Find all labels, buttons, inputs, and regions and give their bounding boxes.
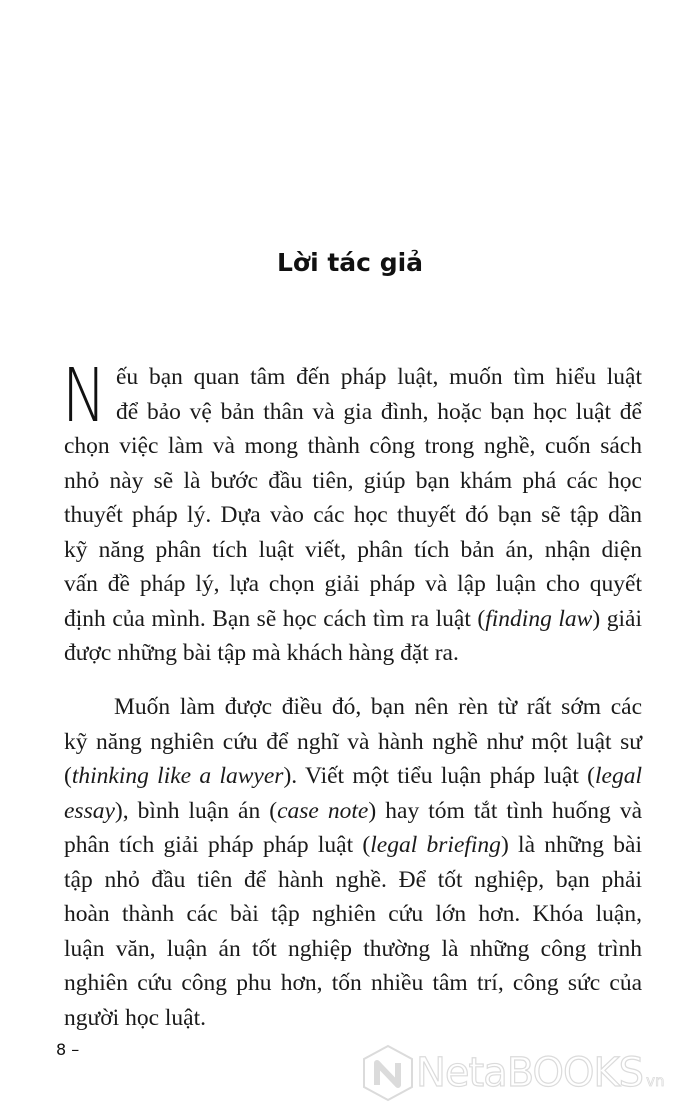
text-segment: tập nhỏ đầu tiên để hành nghề. Để tốt nghiệp, bạn phải [64,866,642,893]
text-segment: người học luật. [64,1004,206,1031]
text-segment: ) giải [592,605,642,632]
text-segment: hoàn thành các bài tập nghiên cứu lớn hơn. Khóa luận, [64,901,642,927]
text-line [64,897,642,932]
text-segment: định của mình. Bạn sẽ học cách tìm ra luật ( [64,605,486,632]
italic-term: case note [277,797,369,824]
text-line [64,636,642,671]
text-line [64,690,642,725]
text-line [64,464,642,499]
text-segment: nghiên cứu công phu hơn, tốn nhiều tâm trí, công sức của [64,970,642,996]
text-line [64,828,642,863]
page-number: 8 – [56,1040,80,1059]
italic-term: legal [595,763,642,789]
text-segment: luận văn, luận án tốt nghiệp thường là những công trình [64,935,642,962]
paragraph-2 [64,690,642,1035]
text-segment: để bảo vệ bản thân và gia đình, hoặc bạn học luật để [116,398,642,425]
italic-term: legal briefing [370,832,501,858]
text-segment: được những bài tập mà khách hàng đặt ra. [64,640,459,666]
text-segment: ) hay tóm tắt tình huống và [368,797,643,824]
text-line [64,395,642,430]
netabooks-logo-icon [360,1043,416,1103]
text-segment: ), bình luận án ( [114,797,278,824]
text-line [64,966,642,1001]
paragraph-1 [62,353,642,671]
text-segment: ếu bạn quan tâm đến pháp luật, muốn tìm hiểu luật [116,364,642,390]
text-segment: ( [64,763,72,789]
text-line [64,533,642,568]
text-line [64,932,642,967]
text-line [64,360,642,395]
text-segment: ) là những bài [500,832,642,858]
text-segment: thuyết pháp lý. Dựa vào các học thuyết đó bạn sẽ tập dần [64,502,642,528]
text-line [64,725,642,760]
watermark-suffix: vn [646,1072,665,1090]
text-segment: nhỏ này sẽ là bước đầu tiên, giúp bạn khám phá các học [64,467,642,494]
text-segment: chọn việc làm và mong thành công trong nghề, cuốn sách [64,433,642,459]
watermark-brand: NetaBOOKS [416,1050,644,1096]
text-line [64,863,642,898]
text-segment: kỹ năng phân tích luật viết, phân tích bản án, nhận diện [64,536,642,563]
text-line [64,794,642,829]
italic-term: finding law [485,605,593,632]
text-segment: ). Viết một tiểu luận pháp luật ( [283,763,595,789]
text-segment: vấn đề pháp lý, lựa chọn giải pháp và lập luận cho quyết [64,571,642,597]
watermark-logo [360,1043,664,1103]
text-line [64,567,642,602]
text-line [64,498,642,533]
text-segment: kỹ năng nghiên cứu để nghĩ và hành nghề như một luật sư [64,728,642,755]
text-line [64,602,642,637]
text-line [64,429,642,464]
text-segment: phân tích giải pháp pháp luật ( [64,832,371,858]
italic-term: thinking like a lawyer [71,763,284,789]
italic-term: essay [64,797,115,824]
text-line [64,759,642,794]
drop-cap: N [62,353,107,439]
page-title: Lời tác giả [276,248,424,277]
text-segment: Muốn làm được điều đó, bạn nên rèn từ rất sớm các [114,694,642,720]
text-line [64,1001,642,1036]
